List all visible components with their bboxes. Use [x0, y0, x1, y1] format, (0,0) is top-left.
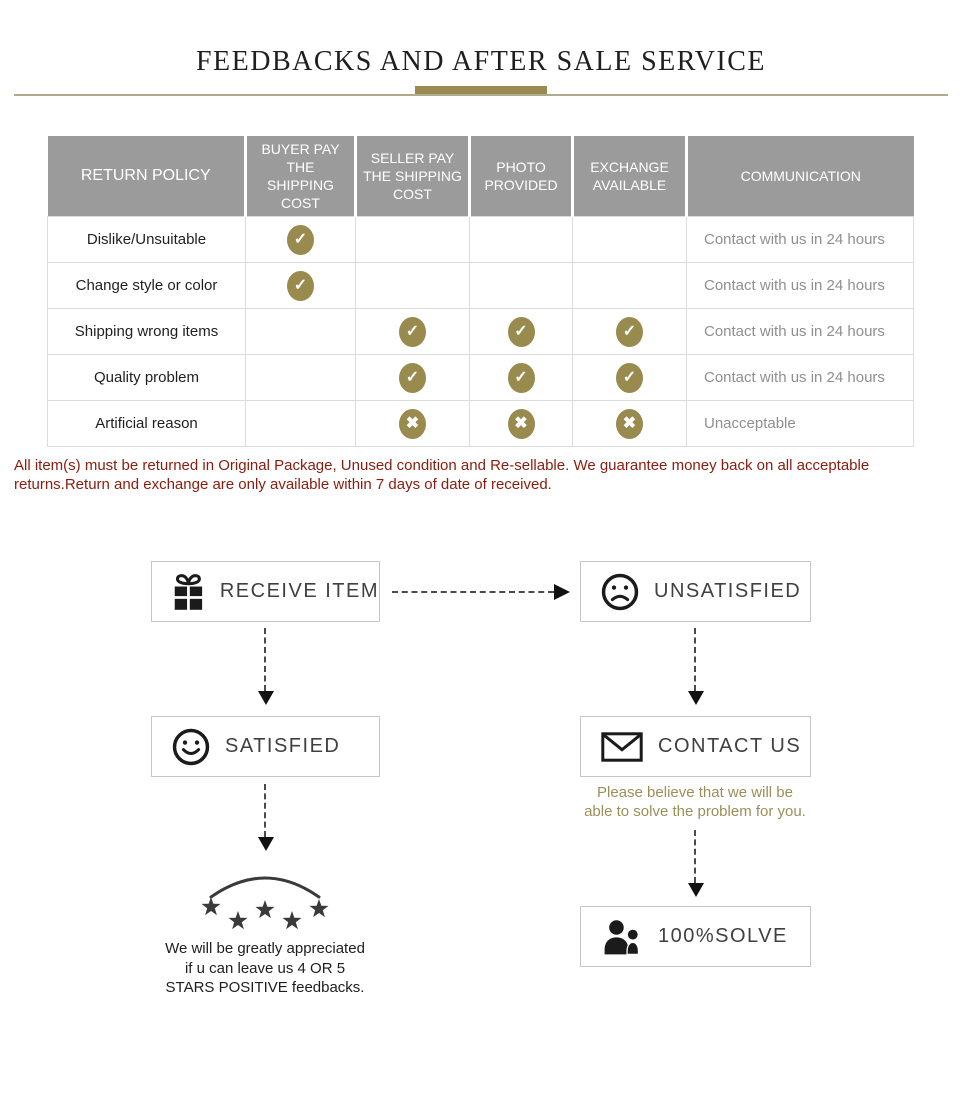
mark-cell	[356, 217, 470, 263]
column-header: SELLER PAY THE SHIPPING COST	[356, 136, 470, 217]
table-row	[48, 401, 914, 447]
mark-cell	[573, 263, 687, 309]
stars-note-line1: We will be greatly appreciated	[165, 940, 365, 957]
column-header: BUYER PAY THE SHIPPING COST	[246, 136, 356, 217]
return-policy-note: All item(s) must be returned in Original Package, Unused condition and Re-sellable. We guarantee money back on all acceptable returns.Return and exchange are only available within 7 days of date of received.	[14, 457, 870, 493]
cross-icon: ✖	[616, 409, 643, 439]
flow-label-contact-us: CONTACT US	[658, 735, 802, 757]
envelope-icon	[601, 732, 643, 762]
communication-cell: Unacceptable	[687, 401, 914, 447]
mark-cell	[246, 401, 356, 447]
communication-cell: Contact with us in 24 hours	[687, 263, 914, 309]
return-policy-table	[47, 136, 914, 447]
arrow-receive-to-satisfied	[264, 628, 266, 691]
table-header-row	[48, 136, 914, 217]
flow-box-satisfied	[151, 716, 380, 777]
contact-reassurance-note	[560, 783, 830, 821]
arrow-contact-to-solve	[694, 830, 696, 883]
table-row	[48, 309, 914, 355]
check-icon: ✓	[399, 317, 426, 347]
contact-note-line2: able to solve the problem for you.	[584, 803, 806, 820]
mark-cell	[470, 355, 573, 401]
stars-note-line2: if u can leave us 4 OR 5	[184, 959, 346, 977]
flow-label-unsatisfied: UNSATISFIED	[654, 580, 802, 602]
mark-cell	[246, 217, 356, 263]
page-title: FEEDBACKS AND AFTER SALE SERVICE	[195, 46, 767, 77]
gift-icon	[172, 570, 205, 614]
mark-cell	[573, 355, 687, 401]
people-icon	[601, 918, 643, 956]
column-header: EXCHANGE AVAILABLE	[573, 136, 687, 217]
stars-note-line3: STARS POSITIVE feedbacks.	[165, 979, 365, 996]
table-row	[48, 263, 914, 309]
check-icon: ✓	[616, 317, 643, 347]
mark-cell	[470, 217, 573, 263]
policy-cell: Quality problem	[48, 355, 246, 401]
communication-cell: Contact with us in 24 hours	[687, 355, 914, 401]
mark-cell	[356, 401, 470, 447]
flow-label-receive-item: RECEIVE ITEM	[219, 580, 379, 602]
column-header: PHOTO PROVIDED	[470, 136, 573, 217]
mark-cell	[356, 263, 470, 309]
mark-cell	[246, 263, 356, 309]
flow-box-contact-us	[580, 716, 811, 777]
flow-box-unsatisfied	[580, 561, 811, 622]
cross-icon: ✖	[399, 409, 426, 439]
mark-cell	[573, 309, 687, 355]
check-icon: ✓	[399, 363, 426, 393]
mark-cell	[246, 309, 356, 355]
flow-label-solve: 100%SOLVE	[658, 925, 788, 947]
cross-icon: ✖	[508, 409, 535, 439]
arrow-unsatisfied-to-contact	[694, 628, 696, 691]
column-header: COMMUNICATION	[687, 136, 914, 217]
flow-label-satisfied: SATISFIED	[225, 735, 341, 757]
check-icon: ✓	[287, 225, 314, 255]
check-icon: ✓	[508, 317, 535, 347]
table-row	[48, 217, 914, 263]
mark-cell	[356, 355, 470, 401]
after-sale-flowchart	[0, 503, 962, 1058]
mark-cell	[470, 401, 573, 447]
arrow-receive-to-unsatisfied	[392, 591, 554, 593]
policy-cell: Artificial reason	[48, 401, 246, 447]
policy-cell: Dislike/Unsuitable	[48, 217, 246, 263]
check-icon: ✓	[508, 363, 535, 393]
check-icon: ✓	[287, 271, 314, 301]
title-underline-accent	[415, 86, 547, 94]
title-divider	[14, 80, 948, 96]
policy-cell: Change style or color	[48, 263, 246, 309]
sad-face-icon	[601, 573, 639, 611]
communication-cell: Contact with us in 24 hours	[687, 217, 914, 263]
check-icon: ✓	[616, 363, 643, 393]
flow-box-solve	[580, 906, 811, 967]
mark-cell	[356, 309, 470, 355]
five-stars-icon	[195, 855, 335, 933]
feedback-request-note	[130, 939, 400, 998]
mark-cell	[573, 401, 687, 447]
mark-cell	[470, 263, 573, 309]
policy-cell: Shipping wrong items	[48, 309, 246, 355]
contact-note-line1: Please believe that we will be	[597, 784, 793, 801]
mark-cell	[573, 217, 687, 263]
column-header: RETURN POLICY	[48, 136, 246, 217]
mark-cell	[470, 309, 573, 355]
mark-cell	[246, 355, 356, 401]
flow-box-receive-item	[151, 561, 380, 622]
smiley-face-icon	[172, 728, 210, 766]
arrow-satisfied-to-stars	[264, 784, 266, 837]
table-body	[48, 217, 914, 447]
communication-cell: Contact with us in 24 hours	[687, 309, 914, 355]
table-row	[48, 355, 914, 401]
